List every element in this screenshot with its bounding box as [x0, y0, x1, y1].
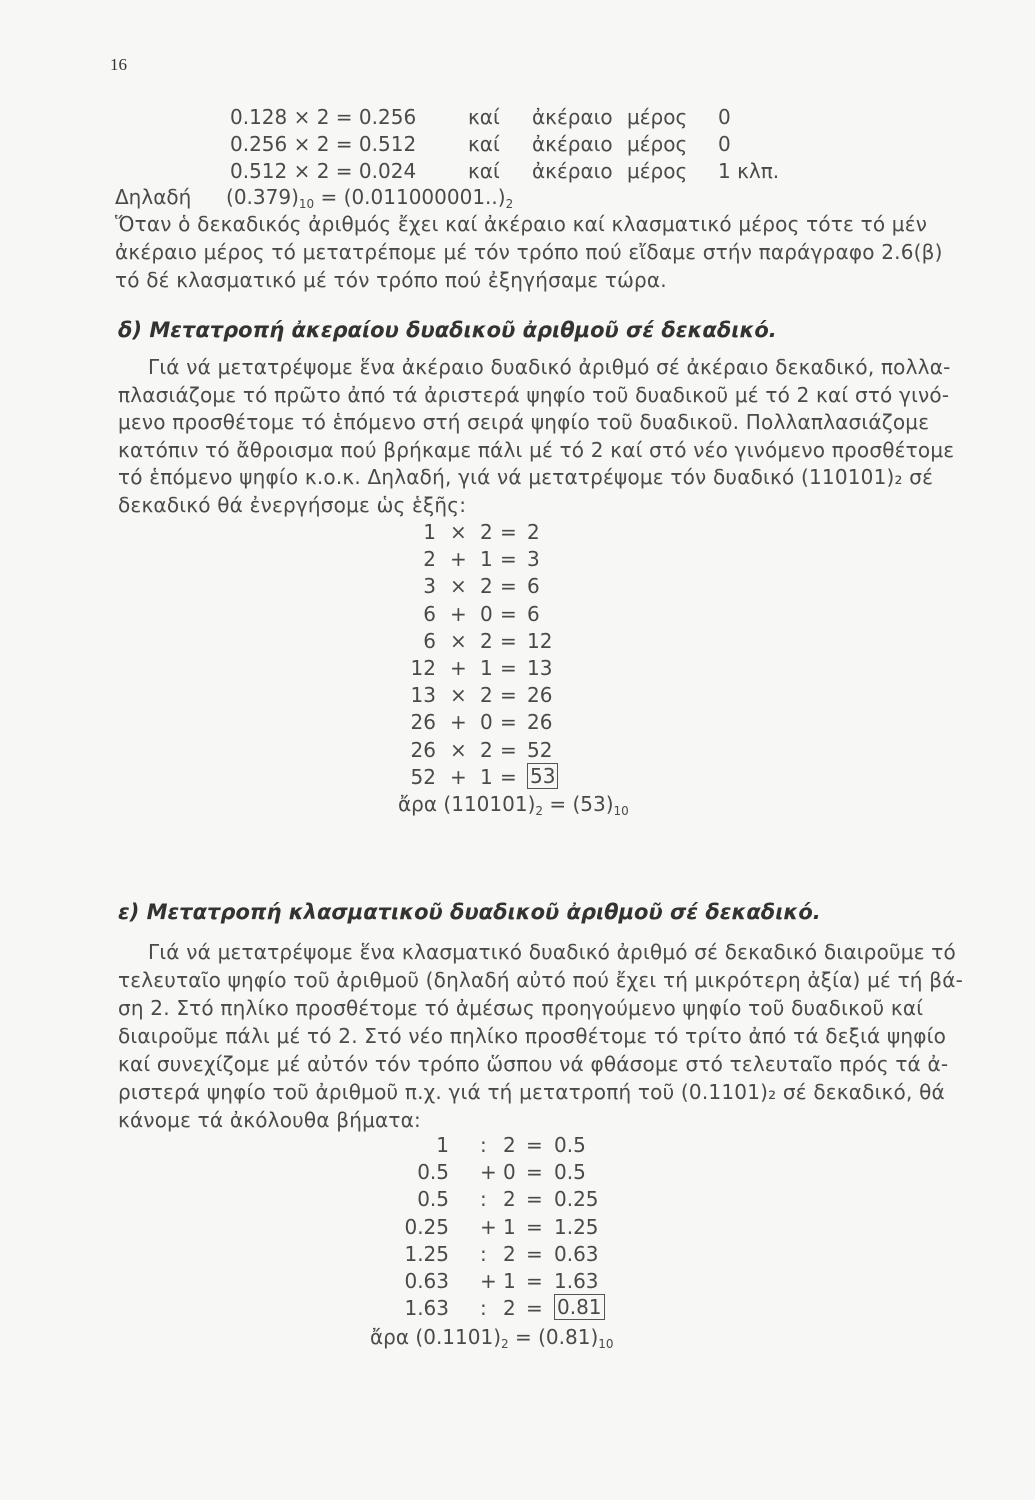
calc-equals: = [500, 683, 517, 708]
calc-operand-b: 1 [480, 764, 493, 789]
calc-operand-b: 2 [480, 520, 493, 544]
dilad-rhs: = (0.011000001..) [320, 185, 506, 209]
calc-operand-a: 1 [436, 1133, 449, 1157]
result-integer-pre: ἄρα (110101) [398, 792, 536, 816]
calc-equals: = [526, 1241, 543, 1266]
calc-operator: + [480, 1160, 497, 1185]
text-line: καί συνεχίζομε μέ αὐτόν τόν τρόπο ὥσπου νά φθάσομε στό τελευταῖο πρός τά ἀ- [118, 1052, 949, 1076]
calc-result: 12 [527, 628, 553, 653]
calc-operator: × [450, 628, 467, 653]
text-line: ριστερά ψηφίο τοῦ ἀριθμοῦ π.χ. γιά τή μετατροπή τοῦ (0.1101)₂ σέ δεκαδικό, θά [118, 1080, 945, 1104]
calc-operand-a: 52 [410, 764, 436, 789]
calc-equals: = [500, 737, 517, 762]
calc-result: 0.63 [554, 1241, 599, 1266]
result-fraction-sub2: 10 [598, 1337, 614, 1351]
calc-result: 6 [527, 601, 540, 626]
top-table-part: μέρος [627, 105, 688, 129]
calc-operand-a: 1.63 [404, 1296, 449, 1321]
calc-equals: = [500, 628, 517, 653]
top-table-digit: 0 [718, 105, 731, 129]
result-fraction-sub1: 2 [501, 1337, 509, 1351]
top-table-part: μέρος [627, 132, 688, 156]
top-table-int: ἀκέραιο [532, 105, 613, 129]
calc-operand-a: 0.5 [417, 1160, 449, 1185]
calc-operand-b: 2 [503, 1241, 516, 1266]
calc-operand-b: 1 [503, 1214, 516, 1239]
heading-e: ε) Μετατροπή κλασματικοῦ δυαδικοῦ ἀριθμοῦ σέ δεκαδικό. [118, 900, 821, 924]
calc-operand-a: 3 [423, 574, 436, 599]
dilad-lhs: (0.379) [226, 185, 299, 209]
result-fraction [370, 1325, 614, 1351]
result-integer-mid: = (53) [543, 792, 614, 816]
top-table-int: ἀκέραιο [532, 159, 613, 183]
text-line: ἀκέραιο μέρος τό μετατρέπομε μέ τόν τρόπο πού εἴδαμε στήν παράγραφο 2.6(β) [115, 240, 943, 264]
calc-operator: + [450, 710, 467, 735]
calc-operator: + [450, 547, 467, 572]
text-line: τό δέ κλασματικό μέ τόν τρόπο πού ἐξηγήσαμε τώρα. [115, 268, 667, 292]
calc-operand-a: 6 [423, 601, 436, 626]
top-table-and: καί [468, 132, 500, 156]
text-line: ση 2. Στό πηλίκο προσθέτομε τό ἀμέσως προηγούμενο ψηφίο τοῦ δυαδικοῦ καί [118, 996, 924, 1020]
text-line: κάνομε τά ἀκόλουθα βήματα: [118, 1108, 421, 1132]
calc-operator: + [480, 1269, 497, 1293]
calc-operand-b: 0 [503, 1160, 516, 1185]
calc-operand-b: 2 [503, 1133, 516, 1157]
calc-result: 26 [527, 710, 553, 735]
text-line: Ὅταν ὁ δεκαδικός ἀριθμός ἔχει καί ἀκέραιο καί κλασματικό μέρος τότε τό μέν [115, 212, 928, 236]
calc-operator: : [480, 1296, 487, 1321]
text-line: δεκαδικό θά ἐνεργήσομε ὡς ἑξῆς: [118, 492, 467, 517]
calc-operator: + [450, 656, 467, 680]
calc-result: 6 [527, 574, 540, 599]
calc-equals: = [500, 574, 517, 599]
calc-operand-b: 0 [480, 601, 493, 626]
calc-operator: : [480, 1187, 487, 1212]
result-fraction-pre: ἄρα (0.1101) [370, 1325, 502, 1349]
calc-operand-a: 0.25 [404, 1214, 449, 1239]
top-table-part: μέρος [627, 159, 688, 183]
calc-operand-a: 1 [423, 520, 436, 544]
calc-equals: = [500, 520, 517, 544]
top-table-int: ἀκέραιο [532, 132, 613, 156]
calc-result: 13 [527, 656, 553, 680]
calc-operand-b: 2 [503, 1296, 516, 1321]
calc-operand-b: 1 [480, 547, 493, 572]
result-integer-sub1: 2 [535, 804, 544, 818]
calc-operand-b: 2 [480, 628, 493, 653]
heading-d: δ) Μετατροπή ἀκεραίου δυαδικοῦ ἀριθμοῦ σέ δεκαδικό. [118, 318, 777, 342]
calc-operator: + [450, 601, 467, 626]
calc-operand-b: 2 [480, 737, 493, 762]
top-table-eq: 0.256 × 2 = 0.512 [230, 132, 417, 156]
top-table-digit: 0 [718, 132, 731, 156]
calc-operand-a: 26 [410, 710, 436, 735]
calc-operand-a: 13 [410, 683, 436, 708]
calc-equals: = [526, 1296, 543, 1321]
calc-result: 26 [527, 683, 553, 708]
result-fraction-mid: = (0.81) [508, 1325, 599, 1349]
page-number: 16 [110, 55, 127, 74]
calc-result: 0.81 [554, 1294, 605, 1320]
top-table-and: καί [468, 105, 500, 129]
calc-result: 0.5 [554, 1160, 586, 1185]
calc-operator: : [480, 1241, 487, 1266]
calc-result: 53 [527, 763, 558, 789]
calc-operand-a: 12 [410, 656, 436, 680]
calc-result: 0.25 [554, 1187, 599, 1212]
text-line: κατόπιν τό ἄθροισμα πού βρήκαμε πάλι μέ τό 2 καί στό νέο γινόμενο προσθέτομε [118, 437, 955, 462]
calc-result: 0.5 [554, 1133, 586, 1157]
calc-operand-a: 1.25 [404, 1241, 449, 1266]
calc-operator: + [480, 1214, 497, 1239]
calc-equals: = [526, 1133, 543, 1157]
calc-operator: × [450, 574, 467, 599]
calc-equals: = [500, 710, 517, 735]
text-line: διαιροῦμε πάλι μέ τό 2. Στό νέο πηλίκο προσθέτομε τό τρίτο ἀπό τά δεξιά ψηφίο [118, 1024, 947, 1048]
result-integer [398, 792, 629, 818]
text-line: Γιά νά μετατρέψομε ἕνα κλασματικό δυαδικό ἀριθμό σέ δεκαδικό διαιροῦμε τό [148, 940, 956, 964]
calc-operand-b: 1 [503, 1269, 516, 1293]
calc-operand-a: 26 [410, 737, 436, 762]
calc-operand-b: 2 [480, 574, 493, 599]
top-table-eq: 0.128 × 2 = 0.256 [230, 105, 417, 129]
calc-equals: = [500, 656, 517, 680]
calc-operand-b: 2 [503, 1187, 516, 1212]
calc-result: 52 [527, 737, 553, 762]
calc-result: 1.25 [554, 1214, 599, 1239]
calc-operator: : [480, 1133, 487, 1157]
calc-operand-b: 1 [480, 656, 493, 680]
text-line: πλασιάζομε τό πρῶτο ἀπό τά ἀριστερά ψηφίο τοῦ δυαδικοῦ μέ τό 2 καί στό γινό- [118, 382, 950, 407]
text-line: τό ἑπόμενο ψηφίο κ.ο.κ. Δηλαδή, γιά νά μετατρέψομε τόν δυαδικό (110101)₂ σέ [118, 465, 934, 489]
text-line: τελευταῖο ψηφίο τοῦ ἀριθμοῦ (δηλαδή αὐτό πού ἔχει τή μικρότερη ἀξία) μέ τή βά- [118, 968, 964, 992]
calc-operand-a: 0.5 [417, 1187, 449, 1212]
calc-operator: × [450, 683, 467, 708]
calc-result: 3 [527, 547, 540, 572]
text-line: μενο προσθέτομε τό ἑπόμενο στή σειρά ψηφίο τοῦ δυαδικοῦ. Πολλαπλασιάζομε [118, 410, 930, 434]
dilad-lhs-sub: 10 [298, 197, 315, 211]
calc-equals: = [500, 547, 517, 572]
dilad-line [115, 185, 513, 211]
calc-equals: = [526, 1214, 543, 1239]
calc-operand-b: 2 [480, 683, 493, 708]
calc-operator: × [450, 520, 467, 544]
calc-equals: = [526, 1160, 543, 1185]
calc-operand-a: 2 [423, 547, 436, 572]
calc-operator: × [450, 737, 467, 762]
calc-operand-a: 6 [423, 628, 436, 653]
dilad-label: Δηλαδή [115, 185, 192, 209]
calc-equals: = [526, 1187, 543, 1212]
calc-equals: = [500, 764, 517, 789]
top-table-eq: 0.512 × 2 = 0.024 [230, 159, 417, 183]
calc-result: 2 [527, 520, 540, 544]
top-table-and: καί [468, 159, 500, 183]
calc-operand-a: 0.63 [404, 1269, 449, 1293]
calc-operator: + [450, 764, 467, 789]
result-integer-sub2: 10 [613, 804, 629, 818]
calc-equals: = [526, 1269, 543, 1293]
dilad-rhs-sub: 2 [505, 197, 514, 211]
calc-equals: = [500, 601, 517, 626]
calc-result: 1.63 [554, 1269, 599, 1293]
calc-operand-b: 0 [480, 710, 493, 735]
text-line: Γιά νά μετατρέψομε ἕνα ἀκέραιο δυαδικό ἀριθμό σέ ἀκέραιο δεκαδικό, πολλα- [148, 355, 951, 379]
top-table-digit: 1 κλπ. [718, 159, 780, 183]
